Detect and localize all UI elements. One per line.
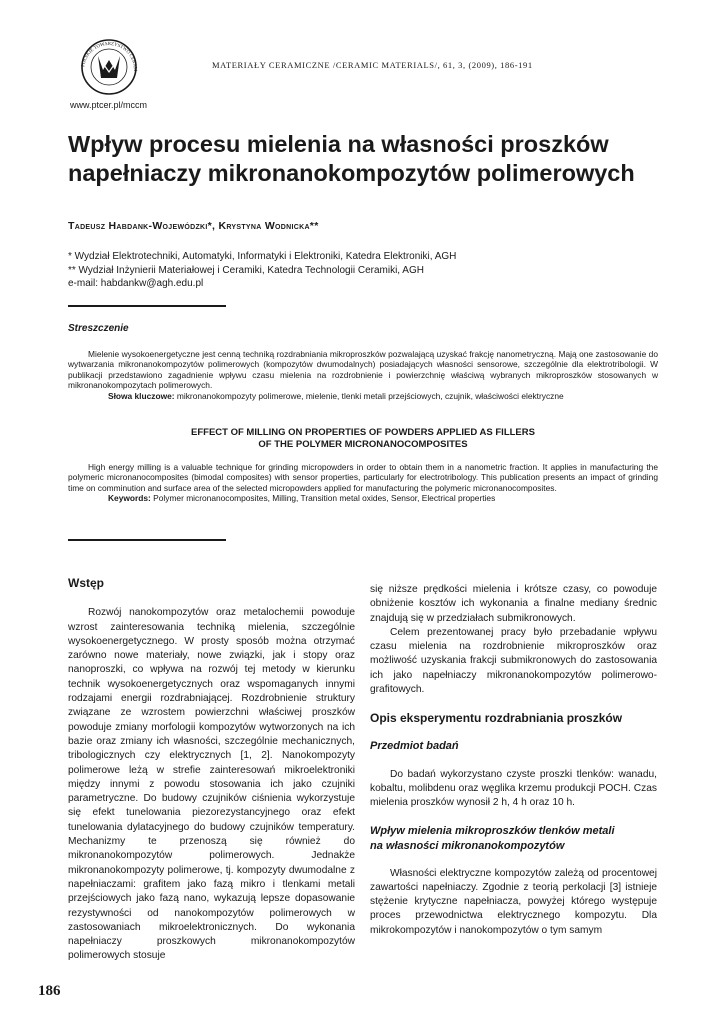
paragraph: Własności elektryczne kompozytów zależą od procentowej zawartości napełniaczy. Zgodnie z teorią perkolacji [3] istnieje stężenie krytyczne napełniacza, powyżej którego występuje proces przewodnictwa elektrycznego kompozytu. Dla mikrokompozytów i nanokompozytów o tym samym <box>370 867 657 936</box>
section-heading-intro: Wstęp <box>68 576 104 590</box>
journal-citation: MATERIAŁY CERAMICZNE /CERAMIC MATERIALS/, 61, 3, (2009), 186-191 <box>212 60 533 70</box>
affiliation-2: ** Wydział Inżynierii Materiałowej i Ceramiki, Katedra Technologii Ceramiki, AGH <box>68 264 424 276</box>
paragraph: się niższe prędkości mielenia i krótsze czasy, co powoduje obniżenie kosztów ich wykonania a finalne mediany średnic znajdują się w przedziałach submikronowych. <box>370 584 657 624</box>
subsection-heading <box>370 824 657 854</box>
keywords-pl <box>68 391 658 401</box>
right-column <box>370 583 657 938</box>
page-number: 186 <box>38 983 61 999</box>
english-title-line: EFFECT OF MILLING ON PROPERTIES OF POWDERS APPLIED AS FILLERS <box>191 427 535 438</box>
abstract-heading: Streszczenie <box>68 323 129 334</box>
subsection-heading-line: na własności mikronanokompozytów <box>370 839 565 852</box>
society-logo <box>70 36 148 98</box>
paragraph: Celem prezentowanej pracy było przebadanie wpływu czasu mielenia na rozdrobnienie mikroproszków oraz możliwość uzyskania frakcji submikronowych do zastosowania ich jako napełniaczy mikronanokompozytów polimerowo-grafitowych. <box>370 626 657 696</box>
email[interactable]: e-mail: habdankw@agh.edu.pl <box>68 278 204 289</box>
subsection-heading: Przedmiot badań <box>370 739 459 752</box>
authors: Tadeusz Habdank-Wojewódzki*, Krystyna Wodnicka** <box>68 220 319 232</box>
abstract-en <box>68 462 658 504</box>
affiliations <box>68 250 456 291</box>
affiliation-1: * Wydział Elektrotechniki, Automatyki, Informatyki i Elektroniki, Katedra Elektroniki, AGH <box>68 251 457 262</box>
journal-url[interactable]: www.ptcer.pl/mccm <box>70 100 148 110</box>
title-line: Wpływ procesu mielenia na własności proszków <box>68 131 609 157</box>
logo-text: POLSKIE TOWARZYSTWO CERAM <box>81 41 138 72</box>
keywords-en-label: Keywords: <box>108 493 151 504</box>
article-title <box>68 130 678 188</box>
keywords-en <box>68 493 658 503</box>
section-heading-experiment: Opis eksperymentu rozdrabniania proszków <box>370 711 623 726</box>
english-title-line: OF THE POLYMER MICRONANOCOMPOSITES <box>258 439 468 450</box>
subsection-heading-line: Wpływ mielenia mikroproszków tlenków metali <box>370 824 615 837</box>
left-column <box>68 576 355 964</box>
keywords-en-text: Polymer micronanocomposites, Milling, Transition metal oxides, Sensor, Electrical properties <box>150 493 496 504</box>
divider <box>68 539 226 541</box>
paragraph: Do badań wykorzystano czyste proszki tlenków: wanadu, kobaltu, molibdenu oraz węglika krzemu produkcji POCH. Czas mielenia proszków wynosił 2 h, 4 h oraz 10 h. <box>370 768 657 809</box>
keywords-pl-text: mikronanokompozyty polimerowe, mielenie, tlenki metali przejściowych, czujnik, właściwości elektryczne <box>174 390 564 401</box>
english-title <box>68 427 658 451</box>
keywords-pl-label: Słowa kluczowe: <box>108 390 175 401</box>
abstract-pl-text: Mielenie wysokoenergetyczne jest cenną techniką rozdrabniania mikroproszków pozwalającą uzyskać frakcję nanometryczną. Mają one zastosowanie do wytwarzania mikronanokompozytów polimerowych (kompozytów dwumodalnych) posiadających własności sensorowe, szczególnie dla elektrotribologii. W publikacji przedstawiono zagadnienie wpływu czasu mielenia na rozdrobnienie i powierzchnię właściwą wybranych mikroproszków stosowanych w mikronanokompozytach polimerowych. <box>68 349 658 391</box>
divider <box>68 305 226 307</box>
abstract-en-text: High energy milling is a valuable technique for grinding micropowders in order to obtain them in a nanometric fraction. It applies in manufacturing the polymeric micronanocomposites (bimodal composites) with sensor properties, particularly for electrotribology. This publication presents an impact of grinding time on comminution and surface area of the selected micropowders applied for manufacturing the polymeric micronanocomposites. <box>68 462 658 493</box>
abstract-pl <box>68 349 658 401</box>
title-line: napełniaczy mikronanokompozytów polimerowych <box>68 160 635 186</box>
intro-paragraph: Rozwój nanokompozytów oraz metalochemii powoduje wzrost zainteresowania techniką mielenia, szczególnie wysokoenergetycznego. W prosty sposób można otrzymać zarówno nowe materiały, nowe związki, jak i stopy oraz nanoproszki, co wpływa na rozwój tej metody w kierunku technik wysokoenergetycznych oraz wspomaganych innymi rodzajami energii rozdrabniającej. Rozdrobnienie struktury związane ze wzrostem powierzchni właściwej proszków powoduje zmiany morfologii kompozytów wytworzonych na ich bazie oraz zmiany ich własności, szczególnie mechanicznych, tribologicznych czy elektrycznych [1, 2]. Nanokompozyty polimerowe leżą w strefie zainteresowań mikroelektroniki między innymi z powodu stosowania ich jako czujniki parametryczne. Do budowy czujników ciśnienia wykorzystuje się efekt tunelowania piezorezystancyjnego oraz efekt tunelowania dylatacyjnego do budowy czujników temperatury. Mechanizmy te przenoszą się również do mikronanokompozytów polimerowych. Jednakże mikronanokompozyty polimerowe, tj. kompozyty dwumodalne z napełniaczami: grafitem jako fazą mikro i tlenkami metali przejściowych jako fazą nano, wykazują lepsze dopasowanie rezystywności od nanokompozytów polimerowych w zastosowaniach mikroelektronicznych. Do wykonania napełniaczy proszkowych mikronanokompozytów polimerowych stosuje <box>68 607 355 962</box>
